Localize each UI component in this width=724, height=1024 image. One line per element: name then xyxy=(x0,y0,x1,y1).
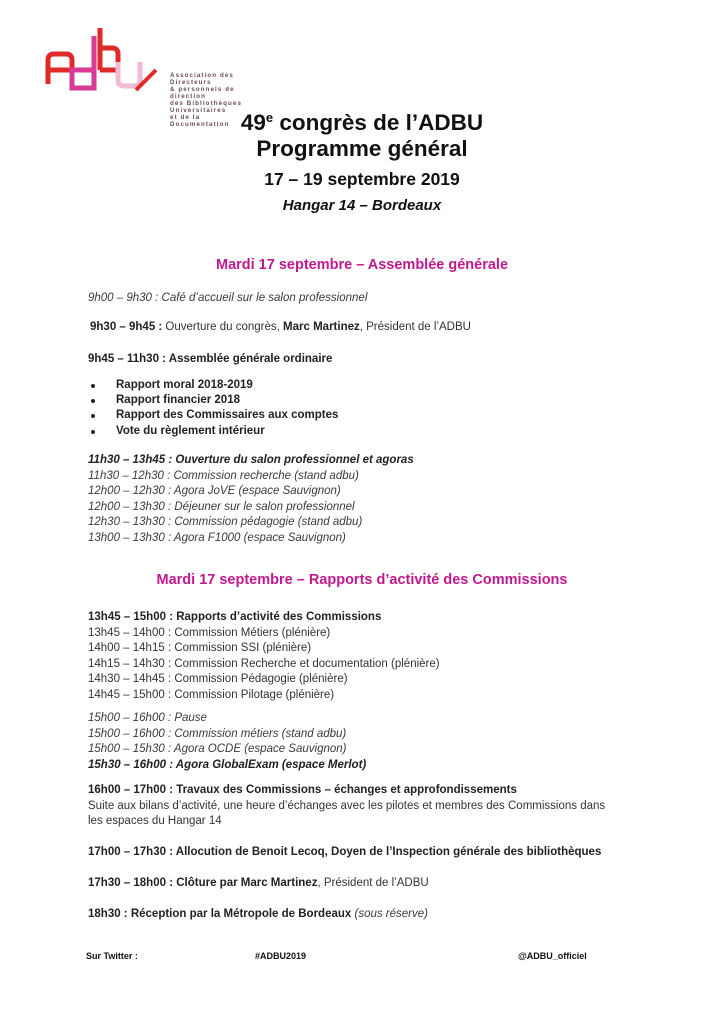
title-number: 49 xyxy=(240,110,266,135)
event-venue: Hangar 14 – Bordeaux xyxy=(282,197,442,214)
reports-block xyxy=(88,610,440,703)
work-description: Suite aux bilans d’activité, une heure d’échanges avec les pilotes et membres des Commissions dans xyxy=(88,799,606,812)
schedule-item: 15h00 – 16h00 : Pause xyxy=(88,712,207,724)
bullet-icon xyxy=(91,384,95,388)
bullet-icon xyxy=(91,399,95,403)
schedule-item-reception xyxy=(88,907,428,923)
item-text-bold: 17h30 – 18h00 : Clôture par Marc Martinez xyxy=(88,877,318,889)
tagline-line: Association des Directeurs xyxy=(170,72,234,86)
schedule-item-allocution: 17h00 – 17h30 : Allocution de Benoit Lecoq, Doyen de l’Inspection générale des bibliothèques xyxy=(88,846,602,858)
schedule-item: 12h00 – 12h30 : Agora JoVE (espace Sauvignon) xyxy=(88,485,341,497)
schedule-item: 14h15 – 14h30 : Commission Recherche et documentation (plénière) xyxy=(88,657,440,670)
agoras-heading: 11h30 – 13h45 : Ouverture du salon professionnel et agoras xyxy=(88,454,414,466)
work-description: les espaces du Hangar 14 xyxy=(88,815,222,827)
reports-heading: 13h45 – 15h00 : Rapports d’activité des Commissions xyxy=(88,611,382,623)
schedule-item: 14h30 – 14h45 : Commission Pédagogie (plénière) xyxy=(88,673,348,685)
schedule-item: 12h30 – 13h30 : Commission pédagogie (stand adbu) xyxy=(88,516,363,528)
speaker-name: Marc Martinez xyxy=(283,321,360,333)
work-heading: 16h00 – 17h00 : Travaux des Commissions – échanges et approfondissements xyxy=(88,784,517,796)
footer-twitter-handle[interactable]: @ADBU_officiel xyxy=(518,951,587,961)
agenda-item xyxy=(88,408,338,423)
footer-twitter-label: Sur Twitter : xyxy=(86,951,138,961)
section-title-assemblee: Mardi 17 septembre – Assemblée générale xyxy=(215,257,509,273)
footer-hashtag[interactable]: #ADBU2019 xyxy=(255,951,307,961)
bullet-icon xyxy=(91,430,95,434)
schedule-item: 14h00 – 14h15 : Commission SSI (plénière) xyxy=(88,642,312,654)
schedule-item-closing xyxy=(88,876,429,892)
schedule-item: 12h00 – 13h30 : Déjeuner sur le salon professionnel xyxy=(88,500,355,513)
item-time: 9h30 – 9h45 : xyxy=(90,321,163,333)
adbu-logo xyxy=(44,22,244,128)
adbu-logo-mark xyxy=(44,22,174,92)
schedule-item: 14h45 – 15h00 : Commission Pilotage (plénière) xyxy=(88,688,335,701)
agenda-item-label: Vote du règlement intérieur xyxy=(116,424,265,437)
tagline-line: et de la Documentation xyxy=(170,114,230,128)
title-block xyxy=(0,110,724,216)
item-text-bold: 18h30 : Réception par la Métropole de Bordeaux xyxy=(88,908,352,920)
agenda-item xyxy=(88,393,338,408)
tagline-line: & personnels de direction xyxy=(170,86,235,100)
item-text: , Président de l’ADBU xyxy=(359,321,471,333)
bullet-icon xyxy=(91,414,95,418)
break-block xyxy=(88,711,366,773)
page-title xyxy=(0,110,724,136)
schedule-item: 13h00 – 13h30 : Agora F1000 (espace Sauvignon) xyxy=(88,531,346,544)
item-text: , Président de l’ADBU xyxy=(317,877,429,889)
page-subtitle: Programme général xyxy=(256,136,468,161)
item-note: (sous réserve) xyxy=(351,908,428,920)
tagline-line: des Bibliothèques Universitaires xyxy=(170,100,242,114)
agenda-item-label: Rapport financier 2018 xyxy=(116,394,240,407)
schedule-item: 15h00 – 15h30 : Agora OCDE (espace Sauvignon) xyxy=(88,743,347,755)
schedule-item-cafe: 9h00 – 9h30 : Café d’accueil sur le salon professionnel xyxy=(88,292,368,304)
schedule-item-opening xyxy=(90,320,471,336)
title-text: congrès de l’ADBU xyxy=(273,110,484,135)
title-superscript: e xyxy=(265,110,274,125)
work-block xyxy=(88,783,605,830)
item-text: Ouverture du congrès, xyxy=(162,321,284,333)
schedule-item: 13h45 – 14h00 : Commission Métiers (plénière) xyxy=(88,626,331,639)
agenda-item-label: Rapport moral 2018-2019 xyxy=(116,379,253,391)
event-dates: 17 – 19 septembre 2019 xyxy=(264,169,460,189)
schedule-item-ag: 9h45 – 11h30 : Assemblée générale ordinaire xyxy=(88,353,333,365)
schedule-item: 11h30 – 12h30 : Commission recherche (stand adbu) xyxy=(88,469,359,482)
schedule-item-highlight: 15h30 – 16h00 : Agora GlobalExam (espace Merlot) xyxy=(88,758,367,771)
section-title-rapports: Mardi 17 septembre – Rapports d’activité des Commissions xyxy=(156,572,568,588)
ag-agenda-list xyxy=(88,378,338,439)
schedule-item: 15h00 – 16h00 : Commission métiers (stand adbu) xyxy=(88,727,347,740)
agenda-item xyxy=(88,378,338,393)
agenda-item-label: Rapport des Commissaires aux comptes xyxy=(116,409,339,422)
agoras-block xyxy=(88,453,414,546)
agenda-item xyxy=(88,424,338,439)
